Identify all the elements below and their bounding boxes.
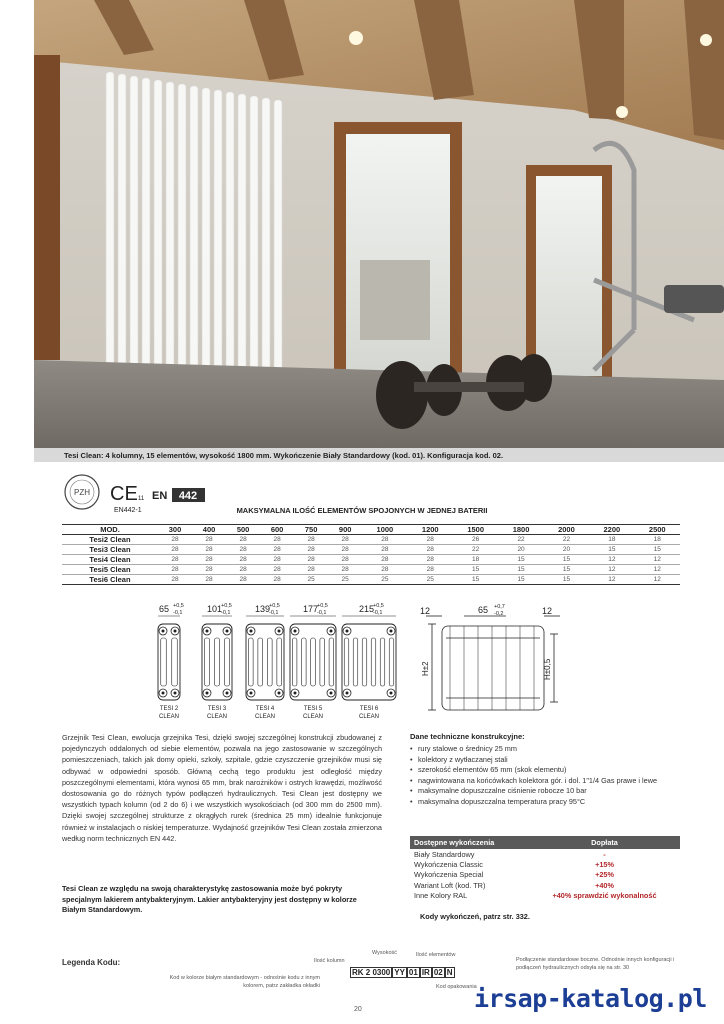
ann-connection: Podłączenie standardowe boczne. Odnośnie innych konfiguracji i podłączeń hydraulicznych odsyła się na str. 30 <box>516 957 675 971</box>
model-label-sub: CLEAN <box>254 714 276 720</box>
value-cell: 25 <box>294 575 328 585</box>
width-tol-up: +0,5 <box>317 603 328 609</box>
model-cell: Tesi2 Clean <box>62 535 158 545</box>
col-header: 2000 <box>544 525 589 535</box>
col-header: 1000 <box>362 525 407 535</box>
value-cell: 28 <box>294 565 328 575</box>
ann-height: Wysokość <box>372 950 398 956</box>
finish-price: +15% <box>595 860 614 870</box>
value-cell: 12 <box>635 575 680 585</box>
value-cell: 15 <box>453 565 498 575</box>
model-label-sub: CLEAN <box>358 714 380 720</box>
ann-elements: Ilość elementów <box>416 952 456 958</box>
radiator-front <box>342 624 396 700</box>
value-cell: 28 <box>226 535 260 545</box>
value-cell: 15 <box>498 565 543 575</box>
en-label: EN <box>152 490 168 502</box>
value-cell: 28 <box>158 565 192 575</box>
value-cell: 28 <box>408 545 453 555</box>
value-cell: 28 <box>328 555 362 565</box>
value-cell: 28 <box>158 555 192 565</box>
ce-mark-icon: CE <box>110 483 138 505</box>
value-cell: 28 <box>192 575 226 585</box>
finish-price: +40% sprawdzić wykonalność <box>552 891 657 901</box>
side-view <box>426 616 560 710</box>
width-dim: 139 <box>255 604 271 614</box>
value-cell: 28 <box>362 555 407 565</box>
value-cell: 28 <box>192 535 226 545</box>
value-cell: 15 <box>453 575 498 585</box>
max-table-title: MAKSYMALNA ILOŚĆ ELEMENTÓW SPOJONYCH W JEDNEJ BATERII <box>236 506 488 515</box>
model-label: TESI 2 <box>159 706 179 712</box>
ann-color-code: Kod w kolorze białym standardowym - odnośnie kodu z innym kolorem, patrz zakładka okładki <box>169 975 320 989</box>
value-cell: 26 <box>453 535 498 545</box>
tech-item: • nagwintowana na końcówkach kolektora gór. i dol. 1"1/4 Gas prawe i lewe <box>410 776 700 787</box>
table-row <box>62 565 680 575</box>
model-cell: Tesi3 Clean <box>62 545 158 555</box>
front-view-6 <box>342 603 396 720</box>
value-cell: 15 <box>544 555 589 565</box>
width-tol-up: +0,5 <box>269 603 280 609</box>
model-label: TESI 3 <box>207 706 227 712</box>
value-cell: 25 <box>362 575 407 585</box>
value-cell: 28 <box>362 565 407 575</box>
value-cell: 12 <box>589 575 634 585</box>
value-cell: 18 <box>453 555 498 565</box>
value-cell: 28 <box>226 545 260 555</box>
value-cell: 28 <box>408 565 453 575</box>
value-cell: 28 <box>192 555 226 565</box>
table-header-row <box>62 525 680 535</box>
width-tol-down: -0,1 <box>269 610 279 616</box>
model-label: TESI 5 <box>303 706 323 712</box>
value-cell: 12 <box>589 565 634 575</box>
value-cell: 28 <box>328 545 362 555</box>
col-header: MOD. <box>62 525 158 535</box>
width-dim: 65 <box>159 604 170 614</box>
value-cell: 28 <box>328 535 362 545</box>
value-cell: 12 <box>635 565 680 575</box>
model-label-sub: CLEAN <box>158 714 180 720</box>
radiator-front <box>246 624 284 700</box>
value-cell: 28 <box>294 545 328 555</box>
col-header: 500 <box>226 525 260 535</box>
technical-data <box>410 732 700 808</box>
finish-row <box>410 859 680 869</box>
col-header: 900 <box>328 525 362 535</box>
model-cell: Tesi4 Clean <box>62 555 158 565</box>
tech-item: • szerokość elementów 65 mm (skok elementu) <box>410 765 700 776</box>
value-cell: 15 <box>544 575 589 585</box>
width-tol-down: -0,1 <box>373 610 383 616</box>
side-mid-dim: 65 <box>478 605 489 615</box>
ann-packaging: Kod opakowania <box>436 984 477 990</box>
value-cell: 28 <box>362 545 407 555</box>
col-header: 1800 <box>498 525 543 535</box>
col-header: 1500 <box>453 525 498 535</box>
max-elements-table <box>62 524 680 585</box>
watermark: irsap-katalog.pl <box>474 984 707 1013</box>
model-label-sub: CLEAN <box>302 714 324 720</box>
photo-caption: Tesi Clean: 4 kolumny, 15 elementów, wysokość 1800 mm. Wykończenie Biały Standardowy (kod. 01). Konfiguracja kod. 02. <box>34 448 724 462</box>
value-cell: 12 <box>589 555 634 565</box>
dimension-drawing <box>150 598 590 728</box>
h-inner-dim: H±0,5 <box>543 658 552 680</box>
seal-text: PZH <box>74 488 90 497</box>
value-cell: 28 <box>158 575 192 585</box>
value-cell: 28 <box>192 565 226 575</box>
width-dim: 215 <box>359 604 375 614</box>
antibacterial-note: Tesi Clean ze względu na swoją charakterystykę zastosowania może być pokryty specjalnym lakierem antybakteryjnym. Lakier antybakteryjny jest dostępny w kolorze Białym Standardowym. <box>62 884 357 914</box>
legend-label: Legenda Kodu: <box>62 958 121 967</box>
model-cell: Tesi6 Clean <box>62 575 158 585</box>
value-cell: 22 <box>544 535 589 545</box>
col-header: 400 <box>192 525 226 535</box>
side-mid-tol-up: +0,7 <box>494 604 505 610</box>
value-cell: 15 <box>544 565 589 575</box>
code-part: 01 <box>408 968 418 977</box>
value-cell: 28 <box>226 575 260 585</box>
code-part: RK 2 0300 <box>352 968 391 977</box>
value-cell: 18 <box>635 535 680 545</box>
width-dim: 177 <box>303 604 319 614</box>
finish-price: - <box>603 849 606 859</box>
value-cell: 28 <box>294 555 328 565</box>
table-row <box>62 535 680 545</box>
value-cell: 12 <box>635 555 680 565</box>
col-header: 300 <box>158 525 192 535</box>
front-view-4 <box>246 603 284 720</box>
tech-item: • rury stalowe o średnicy 25 mm <box>410 744 700 755</box>
code-part: YY <box>394 968 405 977</box>
value-cell: 28 <box>158 535 192 545</box>
en-sub: EN442-1 <box>114 507 142 514</box>
width-tol-up: +0,5 <box>221 603 232 609</box>
value-cell: 28 <box>260 535 294 545</box>
code-box <box>350 968 455 977</box>
side-left-dim: 12 <box>420 606 431 616</box>
value-cell: 18 <box>589 535 634 545</box>
value-cell: 28 <box>408 555 453 565</box>
value-cell: 22 <box>498 535 543 545</box>
width-tol-down: -0,1 <box>317 610 327 616</box>
ce-number: 11 <box>138 496 145 502</box>
width-tol-down: -0,1 <box>221 610 231 616</box>
col-header: 750 <box>294 525 328 535</box>
value-cell: 28 <box>226 555 260 565</box>
ann-columns: Ilość kolumn <box>314 958 345 964</box>
finish-name: Inne Kolory RAL <box>414 891 468 901</box>
tech-item: • kolektory z wytłaczanej stali <box>410 755 700 766</box>
page-number: 20 <box>354 1006 362 1013</box>
side-mid-tol-down: -0,2 <box>494 611 504 617</box>
finish-name: Wariant Loft (kod. TR) <box>414 880 486 890</box>
finish-price: +40% <box>595 880 614 890</box>
col-header: 600 <box>260 525 294 535</box>
side-right-dim: 12 <box>542 606 553 616</box>
value-cell: 15 <box>589 545 634 555</box>
model-label-sub: CLEAN <box>206 714 228 720</box>
width-dim: 101 <box>207 604 223 614</box>
finish-head-name: Dostępne wykończenia <box>410 836 529 849</box>
en-number: 442 <box>178 490 198 502</box>
value-cell: 28 <box>328 565 362 575</box>
table-row <box>62 575 680 585</box>
tech-item: • maksymalna dopuszczalna temperatura pracy 95°C <box>410 797 700 808</box>
tech-title: Dane techniczne konstrukcyjne: <box>410 732 525 741</box>
finish-row <box>410 891 680 901</box>
value-cell: 25 <box>408 575 453 585</box>
width-tol-down: -0,1 <box>173 610 183 616</box>
finish-name: Biały Standardowy <box>414 849 475 859</box>
col-header: 2500 <box>635 525 680 535</box>
value-cell: 28 <box>158 545 192 555</box>
hero-photo <box>34 0 724 448</box>
table-row <box>62 555 680 565</box>
value-cell: 28 <box>362 535 407 545</box>
finish-name: Wykończenia Classic <box>414 860 483 870</box>
finish-row <box>410 849 680 859</box>
value-cell: 20 <box>498 545 543 555</box>
code-part: 02 <box>433 968 443 977</box>
col-header: 2200 <box>589 525 634 535</box>
finish-name: Wykończenia Special <box>414 870 484 880</box>
model-label: TESI 4 <box>255 706 275 712</box>
table-row <box>62 545 680 555</box>
dimension-diagram <box>150 598 590 728</box>
value-cell: 28 <box>260 565 294 575</box>
value-cell: 28 <box>260 545 294 555</box>
code-part: IR <box>421 968 430 977</box>
h-outer-dim: H±2 <box>421 661 430 676</box>
value-cell: 22 <box>453 545 498 555</box>
value-cell: 25 <box>328 575 362 585</box>
radiator-front <box>158 624 180 700</box>
col-header: 1200 <box>408 525 453 535</box>
value-cell: 28 <box>260 575 294 585</box>
value-cell: 28 <box>260 555 294 565</box>
code-part: N <box>446 968 453 977</box>
model-cell: Tesi5 Clean <box>62 565 158 575</box>
finish-row <box>410 880 680 890</box>
value-cell: 15 <box>635 545 680 555</box>
value-cell: 28 <box>226 565 260 575</box>
width-tol-up: +0,5 <box>173 603 184 609</box>
value-cell: 20 <box>544 545 589 555</box>
front-view-5 <box>290 603 336 720</box>
tech-item: • maksymalne dopuszczalne ciśnienie robocze 10 bar <box>410 786 700 797</box>
finish-row <box>410 870 680 880</box>
value-cell: 28 <box>294 535 328 545</box>
finish-head-price: Dopłata <box>529 836 680 849</box>
finish-price: +25% <box>595 870 614 880</box>
description-paragraph: Grzejnik Tesi Clean, ewolucja grzejnika Tesi, dzięki swojej szczególnej konstrukcji zbudowanej z pojedynczych oddalonych od siebie elementów, pozwala na jego zastosowanie w szczególnych pomieszczeniach, takich jak domy opieki, szkoły, szpitale, gdzie czyszczenie grzejników musi się odbywać w odpowiedni sposób. Główną cechą tego produktu jest odległość między poszczególnymi elementami, która wynosi 65 mm, brak narożników i ostrych krawędzi, możliwość dostosowania go do różnych typów podłączeń hydraulicznych. Tesi Clean jest dostępny we wszystkich typach kolumn (od 2 do 6) i we wszystkich wysokościach (od 300 mm do 2500 mm). Dzięki swojej szczególnej strukturze z okrągłych rurek (średnica 25 mm) idealnie funkcjonuje również w instalacjach o niskiej temperaturze. Wydajność grzejników Tesi Clean została zmierzona według norm technicznych EN 442. <box>62 733 382 843</box>
value-cell: 28 <box>192 545 226 555</box>
radiator-front <box>202 624 232 700</box>
value-cell: 15 <box>498 555 543 565</box>
finishes-table <box>410 836 680 901</box>
front-view-3 <box>202 603 232 720</box>
front-view-2 <box>158 603 184 720</box>
finish-codes-note: Kody wykończeń, patrz str. 332. <box>420 912 530 921</box>
model-label: TESI 6 <box>359 706 379 712</box>
width-tol-up: +0,5 <box>373 603 384 609</box>
value-cell: 28 <box>408 535 453 545</box>
value-cell: 15 <box>498 575 543 585</box>
room-illustration <box>34 0 724 448</box>
